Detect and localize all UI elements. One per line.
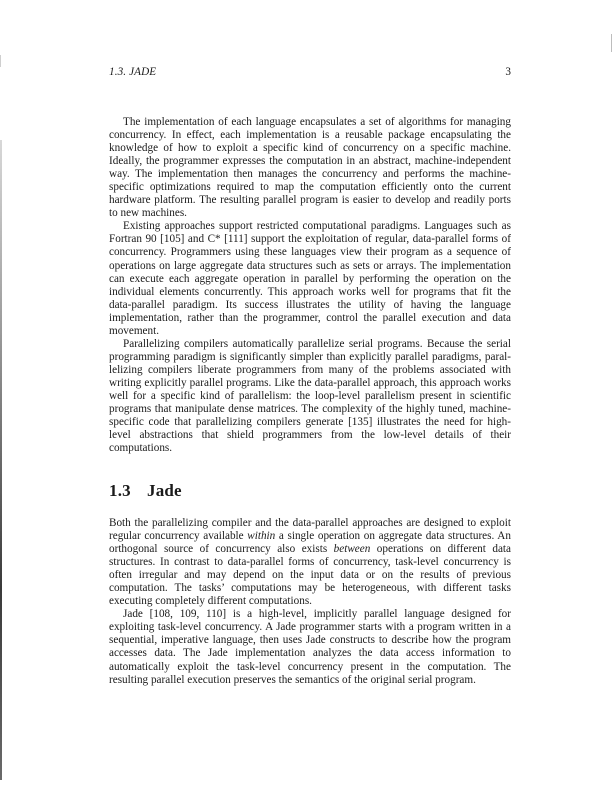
paragraph: The implementation of each language encapsulates a set of algorithms for managing concurrency. In effect, each implementation is a reusable package encapsulating the knowledge of how to exploit a specific kind of concurrency on a specific machine. Ideally, the programmer expresses the computation in an abstract, machine-independent way. The implementation then manages the concurrency and performs the machine-specific optimizations required to map the computation efficiently onto the current hardware platform. The resulting parallel program is easier to develop and readily ports to new machines.	[109, 116, 511, 220]
body-text-section	[109, 517, 511, 687]
scan-edge-artifact-top	[0, 55, 1, 67]
emphasis-between: between	[333, 543, 371, 556]
text-run: operations on different data structures. In contrast to data-parallel forms of concurrency, task-level concurrency is often irregular and may depend on the input data or on the results of previous computation. The tasks’ computations may be heterogeneous, with different tasks executing completely different computations.	[109, 543, 511, 608]
paragraph: Parallelizing compilers automatically parallelize serial programs. Because the serial programming paradigm is significantly simpler than explicitly parallel paradigms, parallelizing compilers liberate programmers from many of the problems associated with writing explicitly parallel programs. Like the data-parallel approach, this approach works well for a specific kind of parallelism: the loop-level parallelism present in scientific programs that manipulate dense matrices. The complexity of the highly tuned, machine-specific code that parallelizing compilers generate [135] illustrates the need for high-level abstractions that shield programmers from the low-level details of their computations.	[109, 337, 511, 455]
running-head	[109, 66, 511, 82]
paragraph	[109, 517, 511, 608]
section-number: 1.3	[109, 481, 131, 500]
text-run: a single operation on aggregate data structures. An orthogonal source of concurrency also exists	[109, 530, 511, 556]
scan-edge-artifact-left	[0, 140, 2, 780]
emphasis-within: within	[247, 530, 276, 543]
section-heading	[109, 481, 182, 501]
section-title: Jade	[147, 481, 182, 500]
paragraph: Jade [108, 109, 110] is a high-level, implicitly parallel language designed for exploiting task-level concurrency. A Jade programmer starts with a program written in a sequential, imperative language, then uses Jade constructs to describe how the program accesses data. The Jade implementation analyzes the data access information to automatically exploit the task-level concurrency present in the computation. The resulting parallel execution preserves the semantics of the original serial program.	[109, 608, 511, 686]
running-head-section: 1.3. JADE	[109, 66, 157, 78]
paragraph: Existing approaches support restricted computational paradigms. Languages such as Fortran 90 [105] and C* [111] support the exploitation of regular, data-parallel forms of concurrency. Programmers using these languages view their program as a sequence of operations on large aggregate data structures such as sets or arrays. The implementation can execute each aggregate operation in parallel by performing the operation on the individual elements concurrently. This approach works well for programs that fit the data-parallel paradigm. Its success illustrates the utility of having the language implementation, rather than the programmer, control the parallel execution and data movement.	[109, 220, 511, 337]
body-text-intro	[109, 116, 511, 455]
page-number: 3	[505, 66, 511, 78]
text-run: Both the parallelizing compiler and the data-parallel approaches are designed to exploit regular concurrency available	[109, 517, 511, 543]
